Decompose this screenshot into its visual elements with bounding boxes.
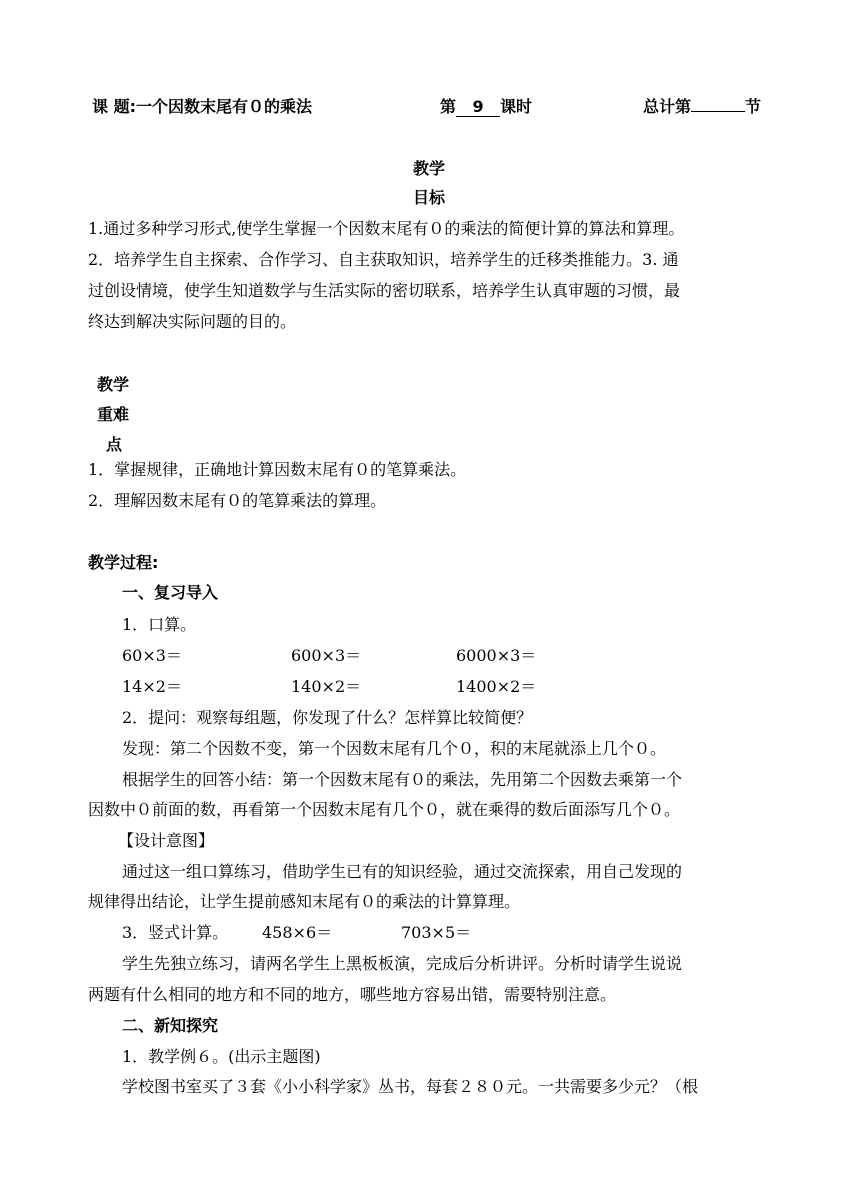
total-sessions [643,97,761,117]
goals-heading-1: 教学 [413,159,446,178]
goals-heading-2: 目标 [413,188,446,207]
goal-line: 过创设情境，使学生知道数学与生活实际的密切联系，培养学生认真审题的习惯，最 [88,281,681,300]
vertical-calc-2: 703×5＝ [401,923,472,942]
section1-title: 一、复习导入 [122,583,219,602]
total-blank [691,111,745,112]
calc-cell: 600×3＝ [291,646,362,665]
design-intent-text: 通过这一组口算练习，借助学生已有的知识经验，通过交流探索，用自己发现的 [122,862,683,881]
lesson-topic [92,97,312,117]
lesson-number-value: 9 [456,98,500,117]
total-suffix: 节 [745,97,762,116]
vertical-calc-1: 458×6＝ [262,923,333,942]
topic-label: 课 题: [92,97,136,116]
lesson-number [440,97,532,117]
key-points-heading-3: 点 [106,435,123,454]
summary-text: 根据学生的回答小结：第一个因数末尾有０的乘法，先用第二个因数去乘第一个 [122,770,683,789]
summary-text: 因数中０前面的数，再看第一个因数末尾有几个０，就在乘得的数后面添写几个０。 [88,800,681,819]
finding-text: 发现：第二个因数不变，第一个因数末尾有几个０，积的末尾就添上几个０。 [122,739,667,758]
calc-cell: 6000×3＝ [456,646,537,665]
calc-cell: 60×3＝ [122,646,182,665]
goal-line: 2．培养学生自主探索、合作学习、自主获取知识，培养学生的迁移类推能力。3. 通 [88,250,679,269]
section2-title: 二、新知探究 [122,1016,219,1035]
item-question: 2．提问：观察每组题，你发现了什么？怎样算比较简便？ [122,708,533,727]
goal-line: 终达到解决实际问题的目的。 [88,312,297,331]
practice-text: 学生先独立练习，请两名学生上黑板板演，完成后分析讲评。分析时请学生说说 [122,954,683,973]
key-points-heading-2: 重难 [97,405,130,424]
practice-text: 两题有什么相同的地方和不同的地方，哪些地方容易出错，需要特别注意。 [88,985,617,1004]
lesson-suffix: 课时 [500,97,533,116]
key-point-line: 1．掌握规律，正确地计算因数末尾有０的笔算乘法。 [88,460,467,479]
item-oral-calc: 1．口算。 [122,615,197,634]
calc-cell: 14×2＝ [122,677,182,696]
process-heading: 教学过程: [88,553,159,572]
key-points-heading-1: 教学 [97,375,130,394]
calc-cell: 1400×2＝ [456,677,537,696]
example-item: 1．教学例６。(出示主题图) [122,1047,321,1066]
goal-line: 1.通过多种学习形式,使学生掌握一个因数末尾有０的乘法的简便计算的算法和算理。 [88,219,685,238]
lesson-prefix: 第 [440,97,457,116]
example-problem: 学校图书室买了３套《小小科学家》丛书，每套２８０元。一共需要多少元？（根 [122,1077,699,1096]
topic-title: 一个因数末尾有０的乘法 [135,97,312,116]
item-vertical-calc: 3．竖式计算。 [122,923,229,942]
calc-cell: 140×2＝ [291,677,362,696]
key-point-line: 2．理解因数末尾有０的笔算乘法的算理。 [88,491,387,510]
design-intent-label: 【设计意图】 [118,831,215,850]
total-prefix: 总计第 [643,97,692,116]
design-intent-text: 规律得出结论，让学生提前感知末尾有０的乘法的计算算理。 [88,892,521,911]
